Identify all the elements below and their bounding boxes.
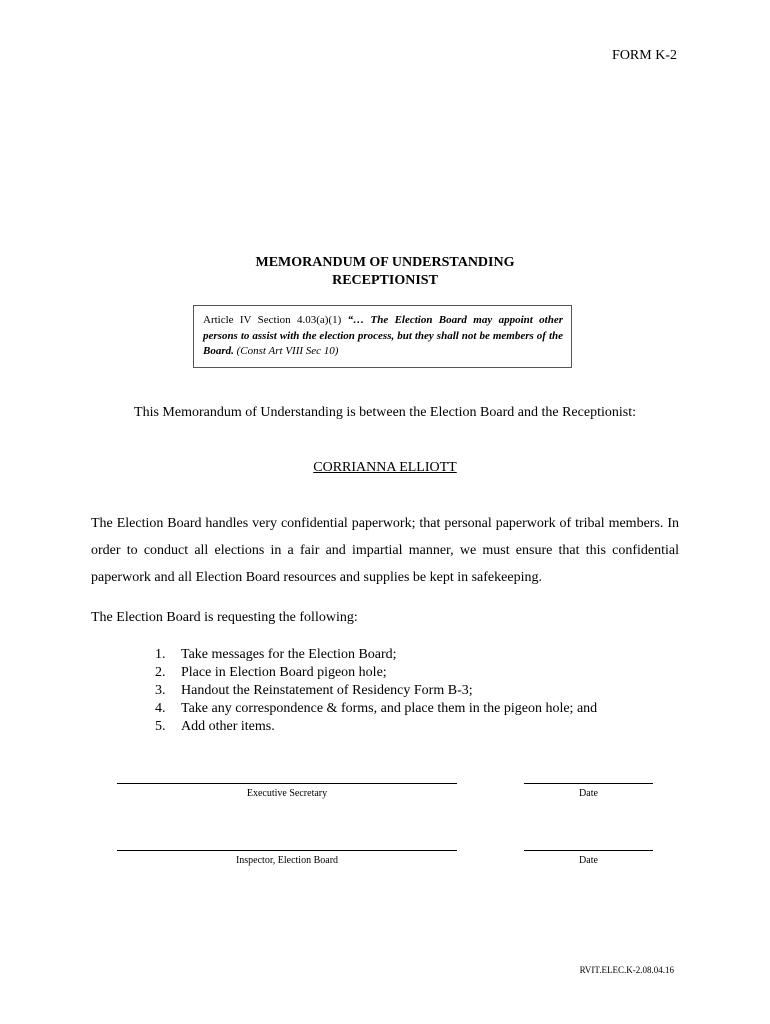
page-subtitle: RECEPTIONIST [332,273,438,288]
list-item-number: 3. [155,683,166,698]
date2-label: Date [579,855,598,866]
request-intro: The Election Board is requesting the following: [91,610,358,625]
list-item [155,664,597,682]
date1-signature-line[interactable] [524,783,653,784]
confidentiality-paragraph: The Election Board handles very confidential paperwork; that personal paperwork of tribal members. In order to conduct all elections in a fair and impartial manner, we must ensure that this confidential paperwork and all Election Board resources and supplies be kept in safekeeping. [91,516,679,585]
list-item-text: Add other items. [181,719,275,734]
date1-label: Date [579,788,598,799]
list-item [155,718,597,736]
receptionist-name-line [0,460,770,476]
list-item [155,682,597,700]
list-item-text: Take any correspondence & forms, and place them in the pigeon hole; and [181,701,598,716]
list-item [155,646,597,664]
article-citation-box [193,305,572,368]
executive-secretary-label: Executive Secretary [246,788,328,799]
list-item-text: Handout the Reinstatement of Residency Form B-3; [181,683,473,698]
article-quote: “… The Election Board may appoint other persons to assist with the election process, but they shall not be members of the Board. [203,314,563,357]
list-item-number: 2. [155,665,166,680]
inspector-signature-line[interactable] [117,850,457,851]
article-cite: (Const Art VIII Sec 10) [233,345,339,357]
form-code: FORM K-2 [612,48,677,63]
executive-secretary-signature-line[interactable] [117,783,457,784]
page-title: MEMORANDUM OF UNDERSTANDING [255,255,515,270]
intro-statement: This Memorandum of Understanding is between the Election Board and the Receptionist: [134,405,636,420]
list-item-text: Place in Election Board pigeon hole; [181,665,387,680]
receptionist-name: CORRIANNA ELLIOTT [313,460,457,475]
article-reference: Article IV Section 4.03(a)(1) [203,314,348,326]
list-item-number: 4. [155,701,166,716]
list-item-number: 5. [155,719,166,734]
date2-signature-line[interactable] [524,850,653,851]
request-list [155,646,597,736]
footer-code: RVIT.ELEC.K-2.08.04.16 [579,965,674,975]
list-item-number: 1. [155,647,166,662]
list-item-text: Take messages for the Election Board; [181,647,397,662]
inspector-label: Inspector, Election Board [235,855,339,866]
list-item [155,700,597,718]
